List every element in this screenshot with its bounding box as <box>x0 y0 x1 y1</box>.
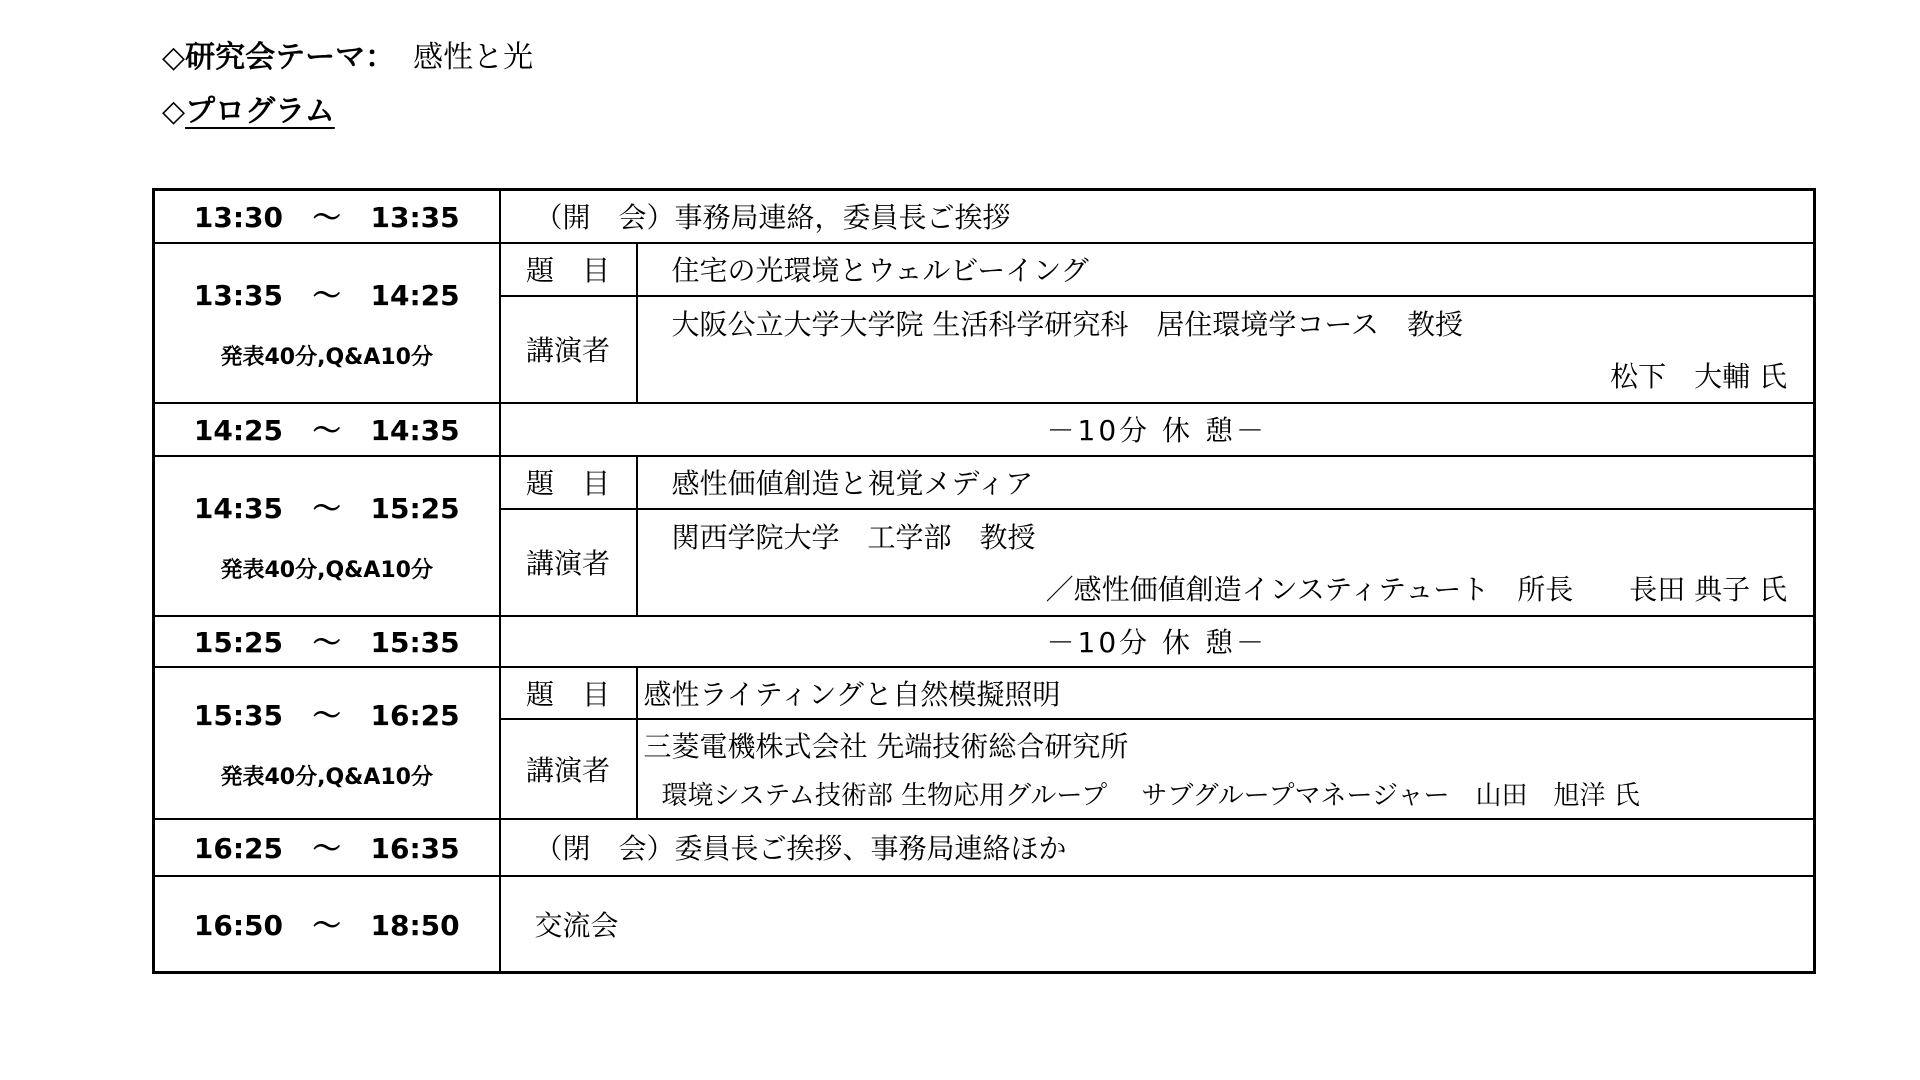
speaker-name: 松下 大輔 氏 <box>1610 360 1787 393</box>
time-cell <box>154 667 500 819</box>
time-text: 16:25 〜 16:35 <box>193 832 460 865</box>
title-label: 題 目 <box>500 456 637 509</box>
table-row <box>154 616 1815 667</box>
theme-label: ◇研究会テーマ： <box>162 40 396 75</box>
program-prefix: ◇ <box>162 94 186 129</box>
time-text: 14:35 〜 15:25 <box>193 492 460 525</box>
talk-title: 住宅の光環境とウェルビーイング <box>637 243 1815 296</box>
social-cell: 交流会 <box>500 876 1815 973</box>
table-row <box>154 819 1815 876</box>
table-row <box>154 456 1815 509</box>
table-row <box>154 243 1815 296</box>
speaker-cell <box>637 509 1815 616</box>
speaker-label: 講演者 <box>500 719 637 819</box>
time-cell <box>154 876 500 973</box>
time-cell <box>154 190 500 243</box>
time-cell <box>154 243 500 403</box>
speaker-affiliation: 関西学院大学 工学部 教授 <box>671 521 1036 554</box>
talk-title: 感性価値創造と視覚メディア <box>637 456 1815 509</box>
program-table <box>152 188 1816 974</box>
talk-title: 感性ライティングと自然模擬照明 <box>637 667 1815 719</box>
speaker-affiliation-2: ／感性価値創造インスティテュート 所長 長田 典子 氏 <box>1045 573 1787 606</box>
program-heading <box>162 92 335 132</box>
speaker-cell <box>637 296 1815 403</box>
table-row <box>154 190 1815 243</box>
time-text: 13:35 〜 14:25 <box>193 279 460 312</box>
speaker-label: 講演者 <box>500 509 637 616</box>
speaker-cell <box>637 719 1815 819</box>
duration-text: 発表40分,Q&A10分 <box>220 345 433 370</box>
break-cell: －10分 休 憩－ <box>500 403 1815 456</box>
speaker-affiliation-2: 環境システム技術部 生物応用グループ サブグループマネージャー 山田 旭洋 氏 <box>661 781 1640 811</box>
title-label: 題 目 <box>500 667 637 719</box>
theme-value: 感性と光 <box>413 40 534 75</box>
table-row <box>154 876 1815 973</box>
table-row <box>154 667 1815 719</box>
table-row <box>154 403 1815 456</box>
speaker-label: 講演者 <box>500 296 637 403</box>
theme-heading <box>162 38 533 78</box>
title-label: 題 目 <box>500 243 637 296</box>
duration-text: 発表40分,Q&A10分 <box>220 558 433 583</box>
duration-text: 発表40分,Q&A10分 <box>220 765 433 790</box>
break-cell: －10分 休 憩－ <box>500 616 1815 667</box>
speaker-affiliation: 大阪公立大学大学院 生活科学研究科 居住環境学コース 教授 <box>671 308 1464 341</box>
time-cell <box>154 456 500 616</box>
time-cell <box>154 819 500 876</box>
opening-cell: （開 会）事務局連絡，委員長ご挨拶 <box>500 190 1815 243</box>
time-text: 15:35 〜 16:25 <box>193 699 460 732</box>
time-text: 13:30 〜 13:35 <box>193 201 460 235</box>
speaker-affiliation: 三菱電機株式会社 先端技術総合研究所 <box>643 730 1129 763</box>
time-text: 14:25 〜 14:35 <box>193 414 460 447</box>
program-label: プログラム <box>185 94 335 129</box>
closing-cell: （閉 会）委員長ご挨拶、事務局連絡ほか <box>500 819 1815 876</box>
time-cell <box>154 616 500 667</box>
time-cell <box>154 403 500 456</box>
time-text: 15:25 〜 15:35 <box>193 626 460 659</box>
time-text: 16:50 〜 18:50 <box>193 908 460 942</box>
